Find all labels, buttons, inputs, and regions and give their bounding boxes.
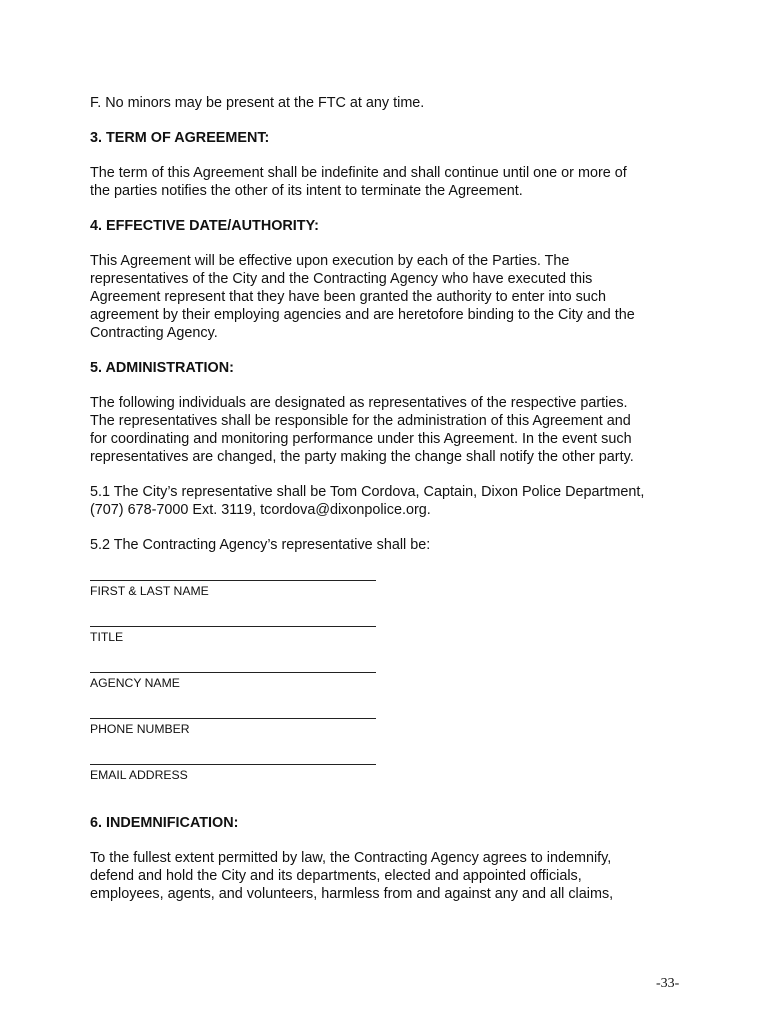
section-4-line: This Agreement will be effective upon execution by each of the Parties. The	[90, 253, 570, 269]
section-4-heading: 4. EFFECTIVE DATE/AUTHORITY:	[90, 218, 319, 234]
clause-5-1	[90, 483, 680, 519]
clause-5-1-line: (707) 678-7000 Ext. 3119, tcordova@dixonpolice.org.	[90, 502, 431, 518]
section-5-line: representatives are changed, the party making the change shall notify the other party.	[90, 449, 634, 465]
agency-name-label: AGENCY NAME	[90, 676, 180, 690]
email-address-label: EMAIL ADDRESS	[90, 768, 188, 782]
phone-number-label: PHONE NUMBER	[90, 722, 190, 736]
section-5-line: The following individuals are designated as representatives of the respective parties.	[90, 395, 628, 411]
agency-name-blank[interactable]	[90, 660, 376, 673]
first-last-name-blank[interactable]	[90, 568, 376, 581]
clause-5-1-line: 5.1 The City’s representative shall be Tom Cordova, Captain, Dixon Police Department,	[90, 484, 645, 500]
section-6-line: employees, agents, and volunteers, harmless from and against any and all claims,	[90, 886, 614, 902]
section-4-line: representatives of the City and the Contracting Agency who have executed this	[90, 271, 593, 287]
first-last-name-label: FIRST & LAST NAME	[90, 584, 209, 598]
section-6-line: To the fullest extent permitted by law, the Contracting Agency agrees to indemnify,	[90, 850, 612, 866]
section-3-heading: 3. TERM OF AGREEMENT:	[90, 130, 270, 146]
section-4-line: Contracting Agency.	[90, 325, 218, 341]
first-last-name-field[interactable]	[90, 568, 680, 598]
clause-5-2: 5.2 The Contracting Agency’s representative shall be:	[90, 537, 431, 553]
section-6-line: defend and hold the City and its departments, elected and appointed officials,	[90, 868, 582, 884]
section-5-heading: 5. ADMINISTRATION:	[90, 360, 234, 376]
section-3-line: the parties notifies the other of its intent to terminate the Agreement.	[90, 183, 523, 199]
phone-number-blank[interactable]	[90, 706, 376, 719]
section-4-line: agreement by their employing agencies and are heretofore binding to the City and the	[90, 307, 635, 323]
section-6-heading: 6. INDEMNIFICATION:	[90, 815, 239, 831]
title-label: TITLE	[90, 630, 124, 644]
email-address-blank[interactable]	[90, 752, 376, 765]
section-4-line: Agreement represent that they have been granted the authority to enter into such	[90, 289, 606, 305]
email-address-field[interactable]	[90, 752, 680, 782]
section-5-body	[90, 394, 680, 466]
section-3-line: The term of this Agreement shall be indefinite and shall continue until one or more of	[90, 165, 627, 181]
section-5-line: The representatives shall be responsible for the administration of this Agreement and	[90, 413, 631, 429]
item-f: F. No minors may be present at the FTC at any time.	[90, 95, 425, 111]
phone-number-field[interactable]	[90, 706, 680, 736]
section-6-body	[90, 849, 680, 903]
section-3-body	[90, 164, 680, 200]
agency-name-field[interactable]	[90, 660, 680, 690]
page-content	[90, 94, 680, 903]
section-5-line: for coordinating and monitoring performance under this Agreement. In the event such	[90, 431, 632, 447]
page-number: -33-	[656, 976, 680, 991]
title-field[interactable]	[90, 614, 680, 644]
section-4-body	[90, 252, 680, 342]
title-blank[interactable]	[90, 614, 376, 627]
